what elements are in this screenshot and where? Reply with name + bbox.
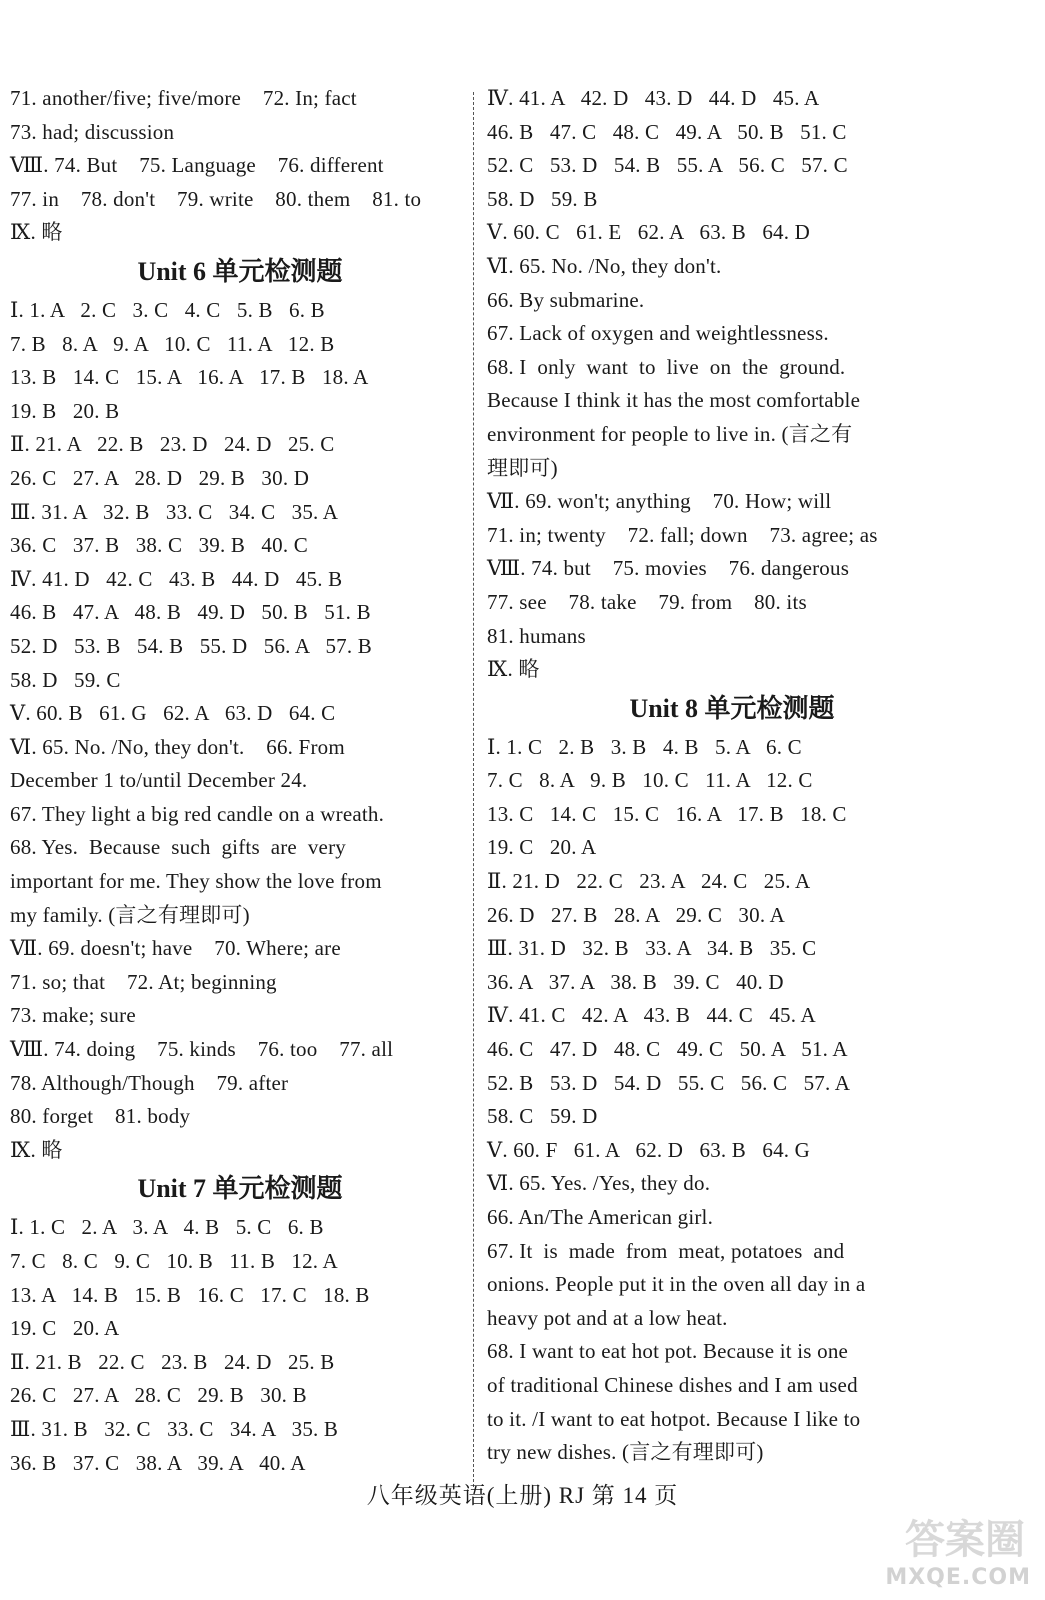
answer-line: 66. An/The American girl. — [487, 1205, 714, 1229]
answer-line: Ⅳ. 41. A 42. D 43. D 44. D 45. A — [487, 86, 820, 110]
answer-line: 58. D 59. C — [10, 667, 121, 692]
answer-line: 36. C 37. B 38. C 39. B 40. C — [10, 533, 308, 558]
watermark-logo-text: 答案圈 — [905, 1517, 1025, 1563]
answer-line: Ⅱ. 21. A 22. B 23. D 24. D 25. C — [10, 432, 335, 457]
answer-line: Ⅴ. 60. F 61. A 62. D 63. B 64. G — [487, 1137, 811, 1162]
answer-line: 19. C 20. A — [10, 1316, 120, 1341]
answer-line: 58. C 59. D — [487, 1104, 598, 1129]
answer-line: 73. had; discussion — [10, 119, 175, 144]
answer-line: heavy pot and at a low heat. — [487, 1305, 728, 1330]
answer-line: environment for people to live in. (言之有 — [487, 421, 853, 446]
answer-line: 36. A 37. A 38. B 39. C 40. D — [487, 969, 784, 994]
answer-line: 46. B 47. C 48. C 49. A 50. B 51. C — [487, 119, 847, 144]
answer-line: Ⅲ. 31. B 32. C 33. C 34. A 35. B — [10, 1416, 339, 1441]
answer-line: Ⅵ. 65. No. /No, they don't. 66. From — [10, 734, 345, 759]
answer-line: 68. I want to eat hot pot. Because it is one — [487, 1339, 849, 1364]
answer-line: onions. People put it in the oven all day in a — [487, 1272, 866, 1297]
unit-heading: Unit 6 单元检测题 — [137, 256, 343, 286]
answer-line: of traditional Chinese dishes and I am used — [487, 1372, 858, 1397]
answer-line: Ⅳ. 41. C 42. A 43. B 44. C 45. A — [487, 1003, 816, 1028]
answer-line: Ⅵ. 65. No. /No, they don't. — [487, 253, 722, 278]
answer-line: 71. another/five; five/more 72. In; fact — [10, 86, 357, 110]
answer-line: important for me. They show the love from — [10, 869, 382, 894]
answer-line: 67. It is made from meat, potatoes and — [487, 1238, 845, 1263]
answer-line: Ⅰ. 1. C 2. B 3. B 4. B 5. A 6. C — [487, 734, 802, 759]
answer-line: 52. C 53. D 54. B 55. A 56. C 57. C — [487, 153, 848, 178]
answer-line: 68. I only want to live on the ground. — [487, 354, 846, 379]
answer-line: Ⅷ. 74. but 75. movies 76. dangerous — [487, 556, 850, 581]
answer-line: Ⅱ. 21. D 22. C 23. A 24. C 25. A — [487, 869, 811, 894]
answer-line: 66. By submarine. — [487, 287, 645, 312]
answer-line: December 1 to/until December 24. — [10, 768, 308, 793]
answer-line: 77. in 78. don't 79. write 80. them 81. to — [10, 186, 422, 211]
answer-line: 81. humans — [487, 623, 586, 648]
answer-line: 80. forget 81. body — [10, 1104, 191, 1129]
answer-line: 26. D 27. B 28. A 29. C 30. A — [487, 902, 785, 927]
answer-line: my family. (言之有理即可) — [10, 902, 250, 927]
answer-line: 7. B 8. A 9. A 10. C 11. A 12. B — [10, 331, 335, 356]
answer-line: Ⅰ. 1. A 2. C 3. C 4. C 5. B 6. B — [10, 297, 325, 322]
answer-line: Ⅳ. 41. D 42. C 43. B 44. D 45. B — [10, 566, 343, 591]
answer-line: Ⅸ. 略 — [10, 1137, 63, 1162]
answer-line: 7. C 8. A 9. B 10. C 11. A 12. C — [487, 768, 813, 793]
answer-line: 67. Lack of oxygen and weightlessness. — [487, 321, 829, 346]
answer-line: 78. Although/Though 79. after — [10, 1070, 289, 1095]
answer-line: 71. so; that 72. At; beginning — [10, 969, 277, 994]
answer-line: to it. /I want to eat hotpot. Because I like to — [487, 1406, 861, 1431]
answer-line: Ⅲ. 31. D 32. B 33. A 34. B 35. C — [487, 936, 817, 961]
answer-line: 52. B 53. D 54. D 55. C 56. C 57. A — [487, 1070, 851, 1095]
answer-line: Ⅷ. 74. doing 75. kinds 76. too 77. all — [10, 1037, 394, 1062]
answer-line: 13. B 14. C 15. A 16. A 17. B 18. A — [10, 365, 369, 390]
watermark-site-text: MXQE.COM — [885, 1565, 1031, 1590]
watermark-logo — [881, 1508, 1031, 1590]
answer-line: 13. A 14. B 15. B 16. C 17. C 18. B — [10, 1282, 370, 1307]
answer-line: 71. in; twenty 72. fall; down 73. agree; as — [487, 522, 878, 547]
answer-line: 26. C 27. A 28. D 29. B 30. D — [10, 465, 310, 490]
answer-line: Ⅴ. 60. B 61. G 62. A 63. D 64. C — [10, 701, 336, 726]
answer-line: 58. D 59. B — [487, 186, 598, 211]
answer-line: Ⅷ. 74. But 75. Language 76. different — [10, 153, 384, 178]
answer-line: try new dishes. (言之有理即可) — [487, 1440, 764, 1465]
answer-line: Ⅰ. 1. C 2. A 3. A 4. B 5. C 6. B — [10, 1215, 324, 1240]
answer-line: 52. D 53. B 54. B 55. D 56. A 57. B — [10, 633, 372, 658]
answer-line: 46. C 47. D 48. C 49. C 50. A 51. A — [487, 1037, 848, 1062]
answer-line: 73. make; sure — [10, 1003, 136, 1028]
answer-line: 19. B 20. B — [10, 398, 120, 423]
page-footer: 八年级英语(上册) RJ 第 14 页 — [366, 1483, 679, 1508]
unit-heading: Unit 8 单元检测题 — [629, 693, 835, 723]
answer-line: Ⅶ. 69. won't; anything 70. How; will — [487, 489, 832, 514]
answer-line: Ⅸ. 略 — [10, 220, 63, 245]
answer-line: Because I think it has the most comfortable — [487, 388, 861, 413]
answer-line: Ⅱ. 21. B 22. C 23. B 24. D 25. B — [10, 1349, 335, 1374]
answer-line: 36. B 37. C 38. A 39. A 40. A — [10, 1450, 306, 1475]
answer-line: 68. Yes. Because such gifts are very — [10, 835, 346, 860]
answer-line: 26. C 27. A 28. C 29. B 30. B — [10, 1383, 307, 1408]
answer-line: Ⅶ. 69. doesn't; have 70. Where; are — [10, 936, 341, 961]
answer-line: 13. C 14. C 15. C 16. A 17. B 18. C — [487, 801, 847, 826]
answer-line: 46. B 47. A 48. B 49. D 50. B 51. B — [10, 600, 371, 625]
right-column — [487, 82, 977, 1470]
answer-line: 19. C 20. A — [487, 835, 597, 860]
unit-heading: Unit 7 单元检测题 — [137, 1174, 343, 1204]
answer-line: Ⅲ. 31. A 32. B 33. C 34. C 35. A — [10, 499, 339, 524]
left-column — [10, 82, 470, 1480]
answer-line: 理即可) — [487, 455, 558, 480]
answer-line: Ⅴ. 60. C 61. E 62. A 63. B 64. D — [487, 220, 811, 245]
column-divider — [473, 92, 474, 1487]
answer-line: 77. see 78. take 79. from 80. its — [487, 589, 807, 614]
answer-line: Ⅸ. 略 — [487, 657, 540, 682]
answer-line: Ⅵ. 65. Yes. /Yes, they do. — [487, 1171, 711, 1196]
answer-line: 67. They light a big red candle on a wreath. — [10, 801, 385, 826]
answer-line: 7. C 8. C 9. C 10. B 11. B 12. A — [10, 1249, 338, 1273]
